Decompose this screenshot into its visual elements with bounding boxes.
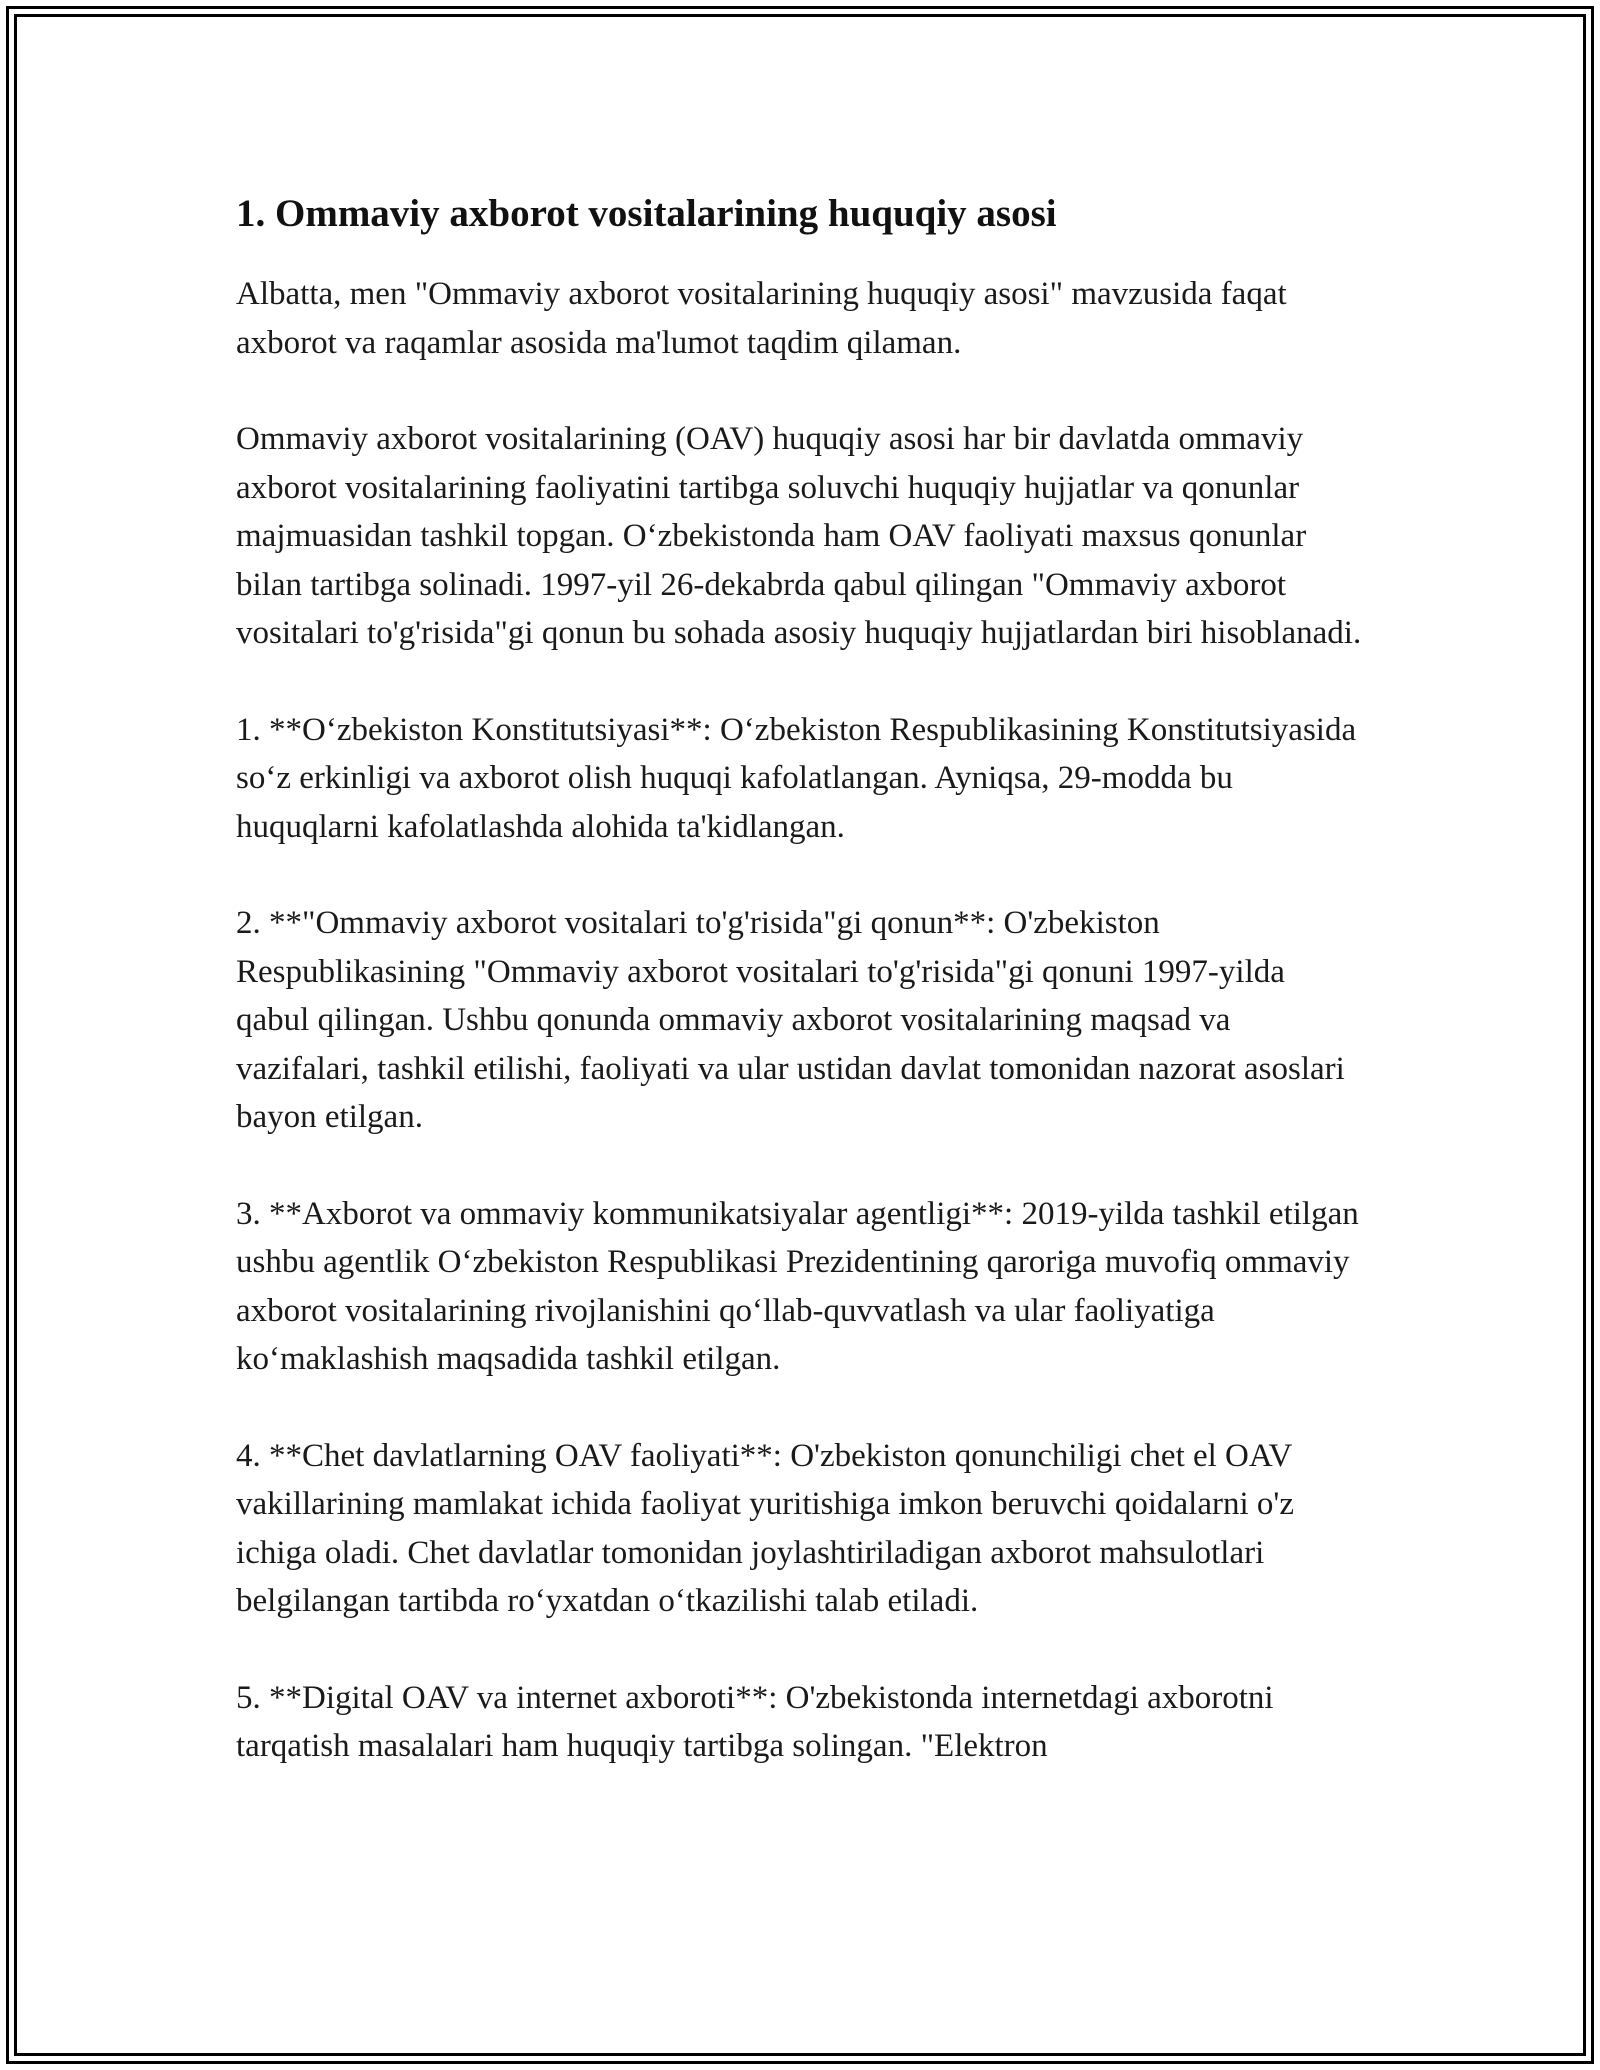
overview-paragraph: Ommaviy axborot vositalarining (OAV) huquqiy asosi har bir davlatda ommaviy axborot vositalarining faoliyatini tartibga soluvchi huquqiy hujjatlar va qonunlar majmuasidan tashkil topgan. O‘zbekistonda ham OAV faoliyati maxsus qonunlar bilan tartibga solinadi. 1997-yil 26-dekabrda qabul qilingan "Ommaviy axborot vositalari to'g'risida"gi qonun bu sohada asosiy huquqiy hujjatlardan biri hisoblanadi. xyxy=(236,421,1362,651)
intro-paragraph: Albatta, men "Ommaviy axborot vositalarining huquqiy asosi" mavzusida faqat axborot va raqamlar asosida ma'lumot taqdim qilaman. xyxy=(236,276,1287,361)
document-title: 1. Ommaviy axborot vositalarining huquqiy asosi xyxy=(236,192,1057,235)
list-item-agency: 3. **Axborot va ommaviy kommunikatsiyalar agentligi**: 2019-yilda tashkil etilgan ushbu agentlik O‘zbekiston Respublikasi Prezidentining qaroriga muvofiq ommaviy axborot vositalarining rivojlanishini qo‘llab-quvvatlash va ular faoliyatiga ko‘maklashish maqsadida tashkil etilgan. xyxy=(236,1195,1359,1377)
document-body xyxy=(236,186,1366,1819)
list-item-constitution: 1. **O‘zbekiston Konstitutsiyasi**: O‘zbekiston Respublikasining Konstitutsiyasida so‘z erkinligi va axborot olish huquqi kafolatlangan. Ayniqsa, 29-modda bu huquqlarni kafolatlashda alohida ta'kidlangan. xyxy=(236,711,1357,845)
list-item-foreign-media: 4. **Chet davlatlarning OAV faoliyati**: O'zbekiston qonunchiligi chet el OAV vakillarining mamlakat ichida faoliyat yuritishiga imkon beruvchi qoidalarni o'z ichiga oladi. Chet davlatlar tomonidan joylashtiriladigan axborot mahsulotlari belgilangan tartibda ro‘yxatdan o‘tkazilishi talab etiladi. xyxy=(236,1437,1294,1619)
list-item-media-law: 2. **"Ommaviy axborot vositalari to'g'risida"gi qonun**: O'zbekiston Respublikasining "Ommaviy axborot vositalari to'g'risida"gi qonuni 1997-yilda qabul qilingan. Ushbu qonunda ommaviy axborot vositalarining maqsad va vazifalari, tashkil etilishi, faoliyati va ular ustidan davlat tomonidan nazorat asoslari bayon etilgan. xyxy=(236,905,1345,1135)
list-item-digital-media: 5. **Digital OAV va internet axboroti**: O'zbekistonda internetdagi axborotni tarqatish masalalari ham huquqiy tartibga solingan. "Elektron xyxy=(236,1679,1274,1764)
